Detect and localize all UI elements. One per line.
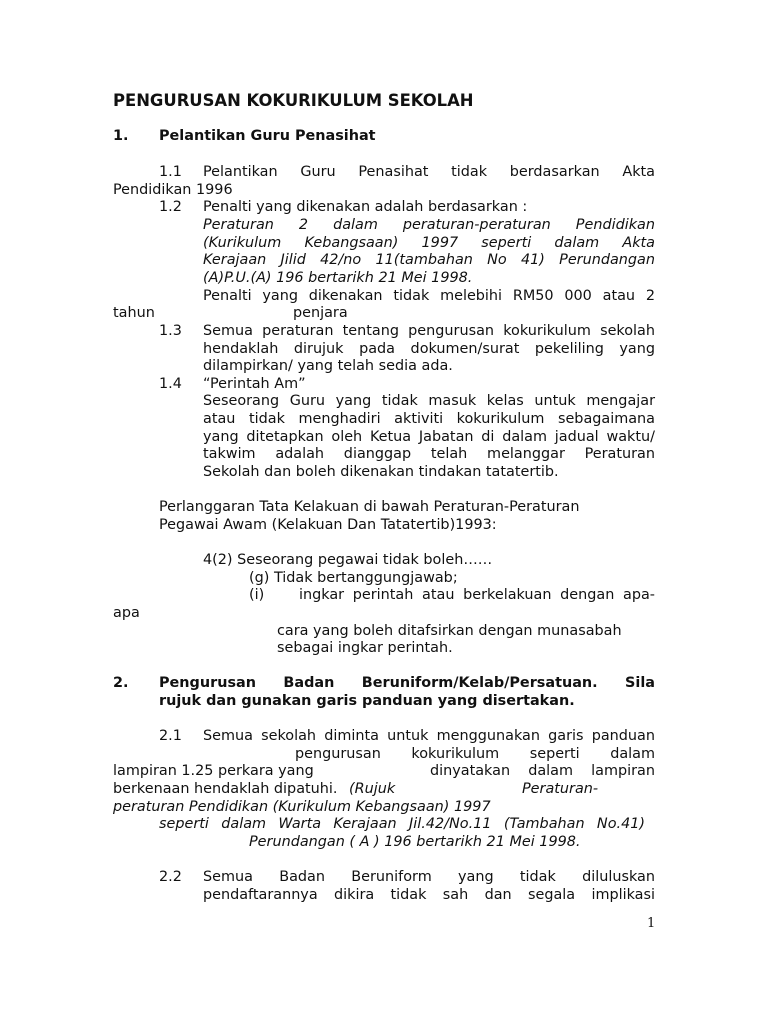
para-1-3-line-3: dilampirkan/ yang telah sedia ada. bbox=[203, 358, 453, 374]
section-1-number: 1. bbox=[113, 128, 129, 144]
para-1-2-line-3b: penjara bbox=[293, 305, 348, 321]
para-1-1-line-1: Pelantikan Guru Penasihat tidak berdasarkan Akta bbox=[203, 164, 655, 180]
para-2-1-line-6: seperti dalam Warta Kerajaan Jil.42/No.11 (Tambahan No.41) bbox=[159, 816, 645, 832]
page-title: PENGURUSAN KOKURIKULUM SEKOLAH bbox=[113, 91, 474, 110]
quote-line-3: (i) ingkar perintah atau berkelakuan dengan apa- bbox=[249, 587, 655, 603]
para-2-1-line-7: Perundangan ( A ) 196 bertarikh 21 Mei 1998. bbox=[249, 834, 581, 850]
para-1-3-line-2: hendaklah dirujuk pada dokumen/surat pekeliling yang bbox=[203, 341, 655, 357]
para-2-1-line-4c: Peraturan- bbox=[522, 781, 599, 797]
section-2-number: 2. bbox=[113, 675, 129, 691]
para-2-1-line-1: Semua sekolah diminta untuk menggunakan garis panduan bbox=[203, 728, 655, 744]
para-2-1-line-4a: berkenaan hendaklah dipatuhi. bbox=[113, 781, 338, 797]
perlanggaran-line-2: Pegawai Awam (Kelakuan Dan Tatatertib)1993: bbox=[159, 517, 497, 533]
para-1-2-italic-3: Kerajaan Jilid 42/no 11(tambahan No 41) Perundangan bbox=[203, 252, 655, 268]
quote-line-5: cara yang boleh ditafsirkan dengan munasabah bbox=[277, 623, 622, 639]
section-1-heading: Pelantikan Guru Penasihat bbox=[159, 128, 376, 144]
page-number: 1 bbox=[647, 916, 656, 931]
para-1-1-line-2: Pendidikan 1996 bbox=[113, 182, 233, 198]
quote-line-4: apa bbox=[113, 605, 140, 621]
para-2-2-number: 2.2 bbox=[159, 869, 182, 885]
para-2-1-line-3b: dinyatakan dalam lampiran bbox=[430, 763, 655, 779]
para-2-1-line-3a: lampiran 1.25 perkara yang bbox=[113, 763, 314, 779]
para-2-1-line-2: pengurusan kokurikulum seperti dalam bbox=[295, 746, 655, 762]
quote-line-6: sebagai ingkar perintah. bbox=[277, 640, 453, 656]
section-2-heading-line-2: rujuk dan gunakan garis panduan yang disertakan. bbox=[159, 693, 575, 709]
para-1-2-italic-2: (Kurikulum Kebangsaan) 1997 seperti dalam Akta bbox=[203, 235, 655, 251]
para-1-2-italic-1: Peraturan 2 dalam peraturan-peraturan Pendidikan bbox=[203, 217, 655, 233]
para-1-2-number: 1.2 bbox=[159, 199, 182, 215]
para-1-4-line-1: Seseorang Guru yang tidak masuk kelas untuk mengajar bbox=[203, 393, 655, 409]
para-1-2-italic-4: (A)P.U.(A) 196 bertarikh 21 Mei 1998. bbox=[203, 270, 473, 286]
para-1-2-line-1: Penalti yang dikenakan adalah berdasarkan : bbox=[203, 199, 528, 215]
para-1-2-line-3a: tahun bbox=[113, 305, 155, 321]
para-1-4-line-3: yang ditetapkan oleh Ketua Jabatan di dalam jadual waktu/ bbox=[203, 429, 655, 445]
para-1-4-heading: “Perintah Am” bbox=[203, 376, 306, 392]
para-1-4-line-4: takwim adalah dianggap telah melanggar Peraturan bbox=[203, 446, 655, 462]
section-2-heading-line-1: Pengurusan Badan Beruniform/Kelab/Persatuan. Sila bbox=[159, 675, 655, 691]
para-2-1-line-5: peraturan Pendidikan (Kurikulum Kebangsaan) 1997 bbox=[113, 799, 491, 815]
para-1-2-line-2: Penalti yang dikenakan tidak melebihi RM50 000 atau 2 bbox=[203, 288, 655, 304]
para-2-1-line-4b: (Rujuk bbox=[349, 781, 396, 797]
para-2-1-number: 2.1 bbox=[159, 728, 182, 744]
para-1-4-line-2: atau tidak menghadiri aktiviti kokurikulum sebagaimana bbox=[203, 411, 655, 427]
perlanggaran-line-1: Perlanggaran Tata Kelakuan di bawah Peraturan-Peraturan bbox=[159, 499, 580, 515]
para-2-2-line-1: Semua Badan Beruniform yang tidak diluluskan bbox=[203, 869, 655, 885]
quote-line-1: 4(2) Seseorang pegawai tidak boleh…… bbox=[203, 552, 493, 568]
para-1-4-number: 1.4 bbox=[159, 376, 182, 392]
para-1-3-line-1: Semua peraturan tentang pengurusan kokurikulum sekolah bbox=[203, 323, 655, 339]
para-1-1-number: 1.1 bbox=[159, 164, 182, 180]
para-2-2-line-2: pendaftarannya dikira tidak sah dan segala implikasi bbox=[203, 887, 655, 903]
quote-line-2: (g) Tidak bertanggungjawab; bbox=[249, 570, 458, 586]
para-1-4-line-5: Sekolah dan boleh dikenakan tindakan tatatertib. bbox=[203, 464, 559, 480]
para-1-3-number: 1.3 bbox=[159, 323, 182, 339]
